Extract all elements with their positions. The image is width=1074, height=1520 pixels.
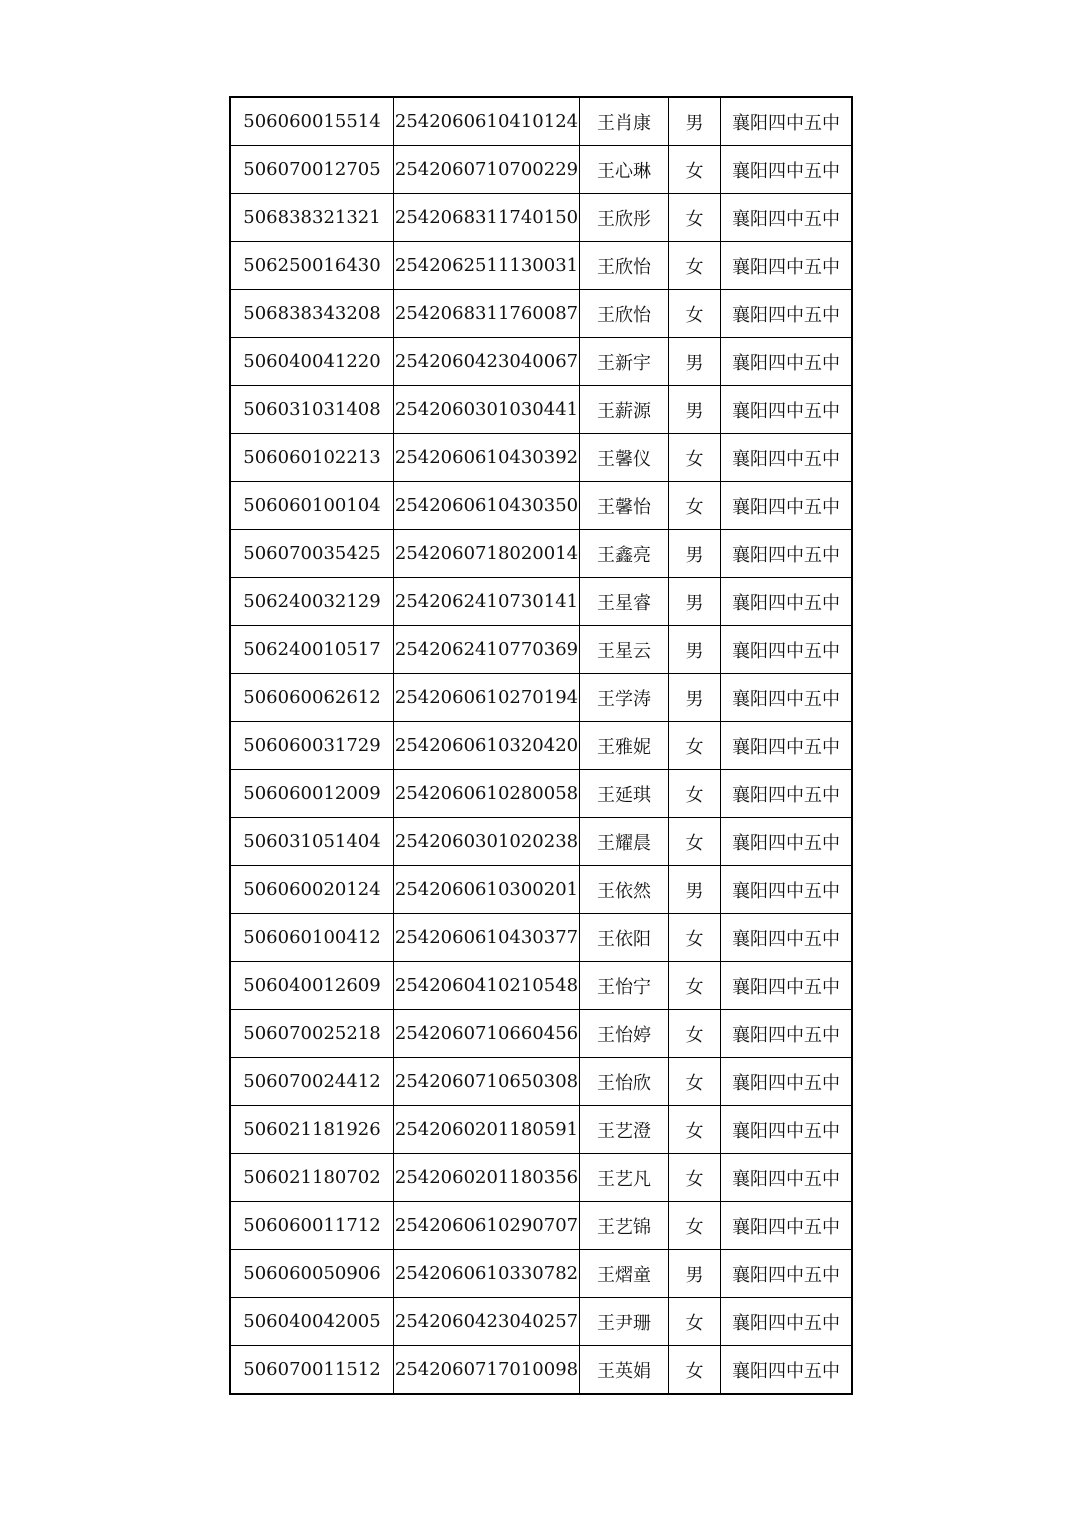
gender-cell: 男 (669, 626, 721, 674)
school-cell: 襄阳四中五中 (721, 1058, 853, 1106)
gender-cell: 男 (669, 578, 721, 626)
student-name-cell: 王怡宁 (580, 962, 669, 1010)
table-row (230, 1202, 852, 1250)
table-row (230, 1298, 852, 1346)
registration-number-cell: 2542060717010098 (394, 1346, 580, 1395)
school-cell: 襄阳四中五中 (721, 290, 853, 338)
table-row (230, 1058, 852, 1106)
registration-number-cell: 2542068311740150 (394, 194, 580, 242)
exam-number-cell: 506070035425 (230, 530, 394, 578)
table-row (230, 530, 852, 578)
gender-cell: 女 (669, 482, 721, 530)
table-row (230, 482, 852, 530)
table-row (230, 722, 852, 770)
gender-cell: 女 (669, 1058, 721, 1106)
exam-number-cell: 506070025218 (230, 1010, 394, 1058)
school-cell: 襄阳四中五中 (721, 338, 853, 386)
registration-number-cell: 2542060423040067 (394, 338, 580, 386)
school-cell: 襄阳四中五中 (721, 1106, 853, 1154)
registration-number-cell: 2542060301030441 (394, 386, 580, 434)
table-row (230, 434, 852, 482)
school-cell: 襄阳四中五中 (721, 530, 853, 578)
registration-number-cell: 2542060710700229 (394, 146, 580, 194)
gender-cell: 女 (669, 818, 721, 866)
exam-number-cell: 506040012609 (230, 962, 394, 1010)
gender-cell: 女 (669, 146, 721, 194)
student-name-cell: 王欣怡 (580, 290, 669, 338)
student-name-cell: 王欣怡 (580, 242, 669, 290)
student-name-cell: 王雅妮 (580, 722, 669, 770)
student-name-cell: 王英娟 (580, 1346, 669, 1395)
student-name-cell: 王熠童 (580, 1250, 669, 1298)
exam-number-cell: 506240010517 (230, 626, 394, 674)
gender-cell: 女 (669, 722, 721, 770)
school-cell: 襄阳四中五中 (721, 242, 853, 290)
school-cell: 襄阳四中五中 (721, 1298, 853, 1346)
registration-number-cell: 2542062511130031 (394, 242, 580, 290)
school-cell: 襄阳四中五中 (721, 1202, 853, 1250)
student-name-cell: 王怡欣 (580, 1058, 669, 1106)
registration-number-cell: 2542060610430350 (394, 482, 580, 530)
exam-number-cell: 506021181926 (230, 1106, 394, 1154)
gender-cell: 女 (669, 770, 721, 818)
registration-number-cell: 2542060610270194 (394, 674, 580, 722)
student-name-cell: 王薪源 (580, 386, 669, 434)
school-cell: 襄阳四中五中 (721, 770, 853, 818)
table-row (230, 338, 852, 386)
gender-cell: 女 (669, 1202, 721, 1250)
student-name-cell: 王欣彤 (580, 194, 669, 242)
school-cell: 襄阳四中五中 (721, 866, 853, 914)
school-cell: 襄阳四中五中 (721, 1346, 853, 1395)
school-cell: 襄阳四中五中 (721, 1250, 853, 1298)
student-name-cell: 王耀晨 (580, 818, 669, 866)
student-name-cell: 王依阳 (580, 914, 669, 962)
student-name-cell: 王依然 (580, 866, 669, 914)
table-row (230, 97, 852, 146)
table-row (230, 386, 852, 434)
exam-number-cell: 506031031408 (230, 386, 394, 434)
school-cell: 襄阳四中五中 (721, 482, 853, 530)
table-row (230, 194, 852, 242)
exam-number-cell: 506060050906 (230, 1250, 394, 1298)
registration-number-cell: 2542060410210548 (394, 962, 580, 1010)
gender-cell: 男 (669, 386, 721, 434)
exam-number-cell: 506838343208 (230, 290, 394, 338)
registration-number-cell: 2542060610290707 (394, 1202, 580, 1250)
gender-cell: 女 (669, 434, 721, 482)
registration-number-cell: 2542060610320420 (394, 722, 580, 770)
exam-number-cell: 506021180702 (230, 1154, 394, 1202)
student-name-cell: 王心琳 (580, 146, 669, 194)
exam-number-cell: 506060102213 (230, 434, 394, 482)
roster-table-body (230, 97, 852, 1394)
registration-number-cell: 2542060710660456 (394, 1010, 580, 1058)
table-row (230, 578, 852, 626)
gender-cell: 男 (669, 1250, 721, 1298)
gender-cell: 男 (669, 674, 721, 722)
school-cell: 襄阳四中五中 (721, 434, 853, 482)
school-cell: 襄阳四中五中 (721, 97, 853, 146)
table-row (230, 242, 852, 290)
exam-number-cell: 506060062612 (230, 674, 394, 722)
student-name-cell: 王鑫亮 (580, 530, 669, 578)
table-row (230, 1154, 852, 1202)
student-name-cell: 王艺凡 (580, 1154, 669, 1202)
gender-cell: 男 (669, 866, 721, 914)
registration-number-cell: 2542062410730141 (394, 578, 580, 626)
gender-cell: 女 (669, 1010, 721, 1058)
school-cell: 襄阳四中五中 (721, 674, 853, 722)
registration-number-cell: 2542060610430392 (394, 434, 580, 482)
exam-number-cell: 506040041220 (230, 338, 394, 386)
table-row (230, 866, 852, 914)
table-row (230, 626, 852, 674)
gender-cell: 女 (669, 194, 721, 242)
student-name-cell: 王怡婷 (580, 1010, 669, 1058)
gender-cell: 女 (669, 1346, 721, 1395)
registration-number-cell: 2542060610430377 (394, 914, 580, 962)
student-name-cell: 王星云 (580, 626, 669, 674)
gender-cell: 女 (669, 1106, 721, 1154)
student-name-cell: 王馨怡 (580, 482, 669, 530)
school-cell: 襄阳四中五中 (721, 914, 853, 962)
roster-sheet (229, 96, 845, 1395)
student-name-cell: 王艺锦 (580, 1202, 669, 1250)
student-name-cell: 王延琪 (580, 770, 669, 818)
gender-cell: 女 (669, 1154, 721, 1202)
student-name-cell: 王星睿 (580, 578, 669, 626)
school-cell: 襄阳四中五中 (721, 818, 853, 866)
registration-number-cell: 2542062410770369 (394, 626, 580, 674)
registration-number-cell: 2542060423040257 (394, 1298, 580, 1346)
registration-number-cell: 2542060201180356 (394, 1154, 580, 1202)
exam-number-cell: 506060100412 (230, 914, 394, 962)
school-cell: 襄阳四中五中 (721, 1010, 853, 1058)
registration-number-cell: 2542060610410124 (394, 97, 580, 146)
registration-number-cell: 2542060710650308 (394, 1058, 580, 1106)
registration-number-cell: 2542060301020238 (394, 818, 580, 866)
gender-cell: 女 (669, 290, 721, 338)
table-row (230, 962, 852, 1010)
exam-number-cell: 506040042005 (230, 1298, 394, 1346)
registration-number-cell: 2542060201180591 (394, 1106, 580, 1154)
table-row (230, 674, 852, 722)
exam-number-cell: 506070011512 (230, 1346, 394, 1395)
gender-cell: 男 (669, 97, 721, 146)
exam-number-cell: 506838321321 (230, 194, 394, 242)
exam-number-cell: 506060020124 (230, 866, 394, 914)
table-row (230, 1106, 852, 1154)
registration-number-cell: 2542060610330782 (394, 1250, 580, 1298)
student-name-cell: 王学涛 (580, 674, 669, 722)
exam-number-cell: 506031051404 (230, 818, 394, 866)
student-name-cell: 王新宇 (580, 338, 669, 386)
school-cell: 襄阳四中五中 (721, 386, 853, 434)
school-cell: 襄阳四中五中 (721, 962, 853, 1010)
school-cell: 襄阳四中五中 (721, 578, 853, 626)
student-name-cell: 王肖康 (580, 97, 669, 146)
exam-number-cell: 506070012705 (230, 146, 394, 194)
gender-cell: 女 (669, 962, 721, 1010)
school-cell: 襄阳四中五中 (721, 1154, 853, 1202)
exam-number-cell: 506250016430 (230, 242, 394, 290)
table-row (230, 290, 852, 338)
table-row (230, 146, 852, 194)
school-cell: 襄阳四中五中 (721, 722, 853, 770)
table-row (230, 1010, 852, 1058)
gender-cell: 男 (669, 338, 721, 386)
registration-number-cell: 2542068311760087 (394, 290, 580, 338)
exam-number-cell: 506060011712 (230, 1202, 394, 1250)
exam-number-cell: 506060031729 (230, 722, 394, 770)
table-row (230, 1346, 852, 1395)
roster-table (229, 96, 853, 1395)
registration-number-cell: 2542060610280058 (394, 770, 580, 818)
registration-number-cell: 2542060610300201 (394, 866, 580, 914)
registration-number-cell: 2542060718020014 (394, 530, 580, 578)
exam-number-cell: 506060100104 (230, 482, 394, 530)
table-row (230, 1250, 852, 1298)
student-name-cell: 王尹珊 (580, 1298, 669, 1346)
school-cell: 襄阳四中五中 (721, 194, 853, 242)
exam-number-cell: 506060012009 (230, 770, 394, 818)
student-name-cell: 王馨仪 (580, 434, 669, 482)
exam-number-cell: 506070024412 (230, 1058, 394, 1106)
gender-cell: 女 (669, 914, 721, 962)
table-row (230, 770, 852, 818)
gender-cell: 女 (669, 242, 721, 290)
student-name-cell: 王艺澄 (580, 1106, 669, 1154)
gender-cell: 男 (669, 530, 721, 578)
school-cell: 襄阳四中五中 (721, 626, 853, 674)
gender-cell: 女 (669, 1298, 721, 1346)
exam-number-cell: 506240032129 (230, 578, 394, 626)
school-cell: 襄阳四中五中 (721, 146, 853, 194)
exam-number-cell: 506060015514 (230, 97, 394, 146)
table-row (230, 818, 852, 866)
table-row (230, 914, 852, 962)
